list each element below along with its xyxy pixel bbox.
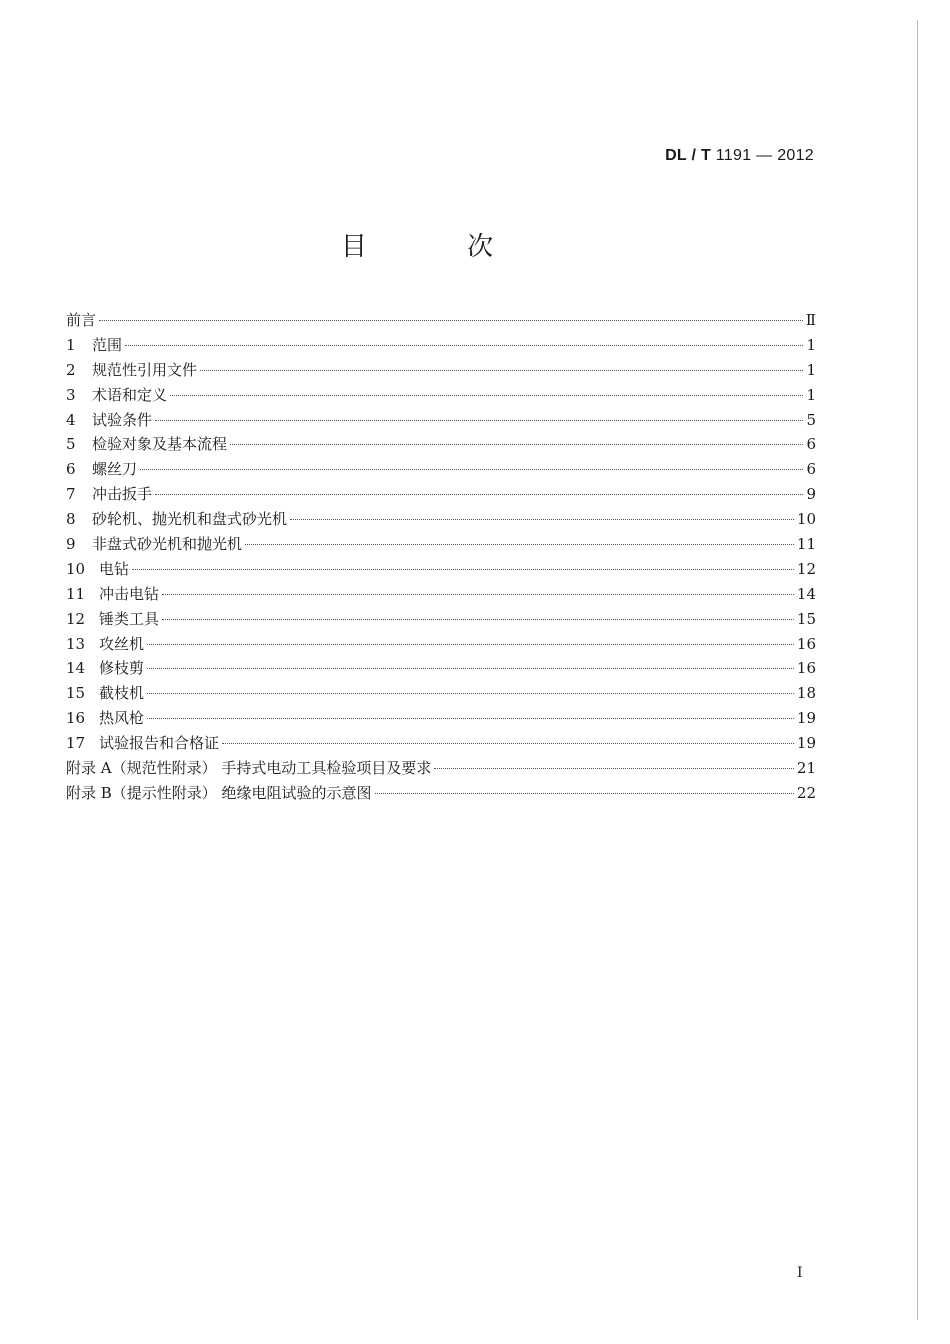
toc-leader-dots bbox=[162, 619, 794, 620]
toc-entry-label: 电钻 bbox=[99, 559, 130, 578]
toc-entry[interactable] bbox=[66, 482, 816, 507]
toc-entry-page: 21 bbox=[796, 759, 816, 778]
toc-entry-number: 5 bbox=[66, 435, 76, 454]
page-title: 目 次 bbox=[340, 232, 540, 262]
toc-entry[interactable] bbox=[66, 582, 816, 607]
toc-entry-label: 检验对象及基本流程 bbox=[92, 435, 228, 454]
toc-entry-page: 10 bbox=[796, 510, 816, 529]
toc-entry-page: Ⅱ bbox=[805, 311, 816, 329]
toc-entry-label: 规范性引用文件 bbox=[92, 360, 198, 379]
toc-entry-label: 试验报告和合格证 bbox=[99, 734, 220, 753]
toc-entry-number: 15 bbox=[66, 684, 86, 703]
toc-leader-dots bbox=[162, 594, 794, 595]
toc-entry[interactable] bbox=[66, 507, 816, 532]
toc-entry[interactable] bbox=[66, 383, 816, 408]
toc-entry-number: 13 bbox=[66, 634, 86, 653]
toc-entry-page: 16 bbox=[796, 634, 816, 653]
toc-entry-number: 11 bbox=[66, 584, 86, 603]
toc-entry-number: 14 bbox=[66, 659, 86, 678]
toc-entry[interactable] bbox=[66, 408, 816, 433]
toc-entry-page: 6 bbox=[806, 460, 816, 479]
toc-entry-number: 9 bbox=[66, 535, 76, 554]
toc-leader-dots bbox=[155, 494, 803, 495]
toc-entry[interactable] bbox=[66, 731, 816, 756]
toc-entry-label: 前言 bbox=[66, 311, 97, 329]
toc-entry-page: 5 bbox=[806, 410, 816, 429]
toc-leader-dots bbox=[375, 793, 794, 794]
standard-number bbox=[665, 147, 814, 165]
toc-leader-dots bbox=[125, 345, 803, 346]
toc-leader-dots bbox=[245, 544, 794, 545]
toc-entry-page: 19 bbox=[796, 709, 816, 728]
standard-separator: — bbox=[756, 147, 773, 164]
toc-leader-dots bbox=[290, 519, 794, 520]
toc-entry-label: 冲击电钻 bbox=[99, 584, 160, 603]
toc-entry[interactable] bbox=[66, 781, 816, 806]
toc-entry-number: 1 bbox=[66, 335, 76, 354]
toc-entry-label: 锤类工具 bbox=[99, 609, 160, 628]
toc-leader-dots bbox=[434, 768, 794, 769]
toc-entry-label: 修枝剪 bbox=[99, 659, 145, 678]
toc-entry-number: 16 bbox=[66, 709, 86, 728]
toc-entry-page: 15 bbox=[796, 609, 816, 628]
toc-entry-label: 冲击扳手 bbox=[92, 485, 153, 504]
toc-entry[interactable] bbox=[66, 432, 816, 457]
toc-leader-dots bbox=[99, 320, 803, 321]
toc-entry-page: 1 bbox=[806, 335, 816, 354]
scan-edge-line bbox=[917, 20, 918, 1320]
toc-entry-page: 19 bbox=[796, 734, 816, 753]
toc-entry-label: 螺丝刀 bbox=[92, 460, 138, 479]
page-number: I bbox=[797, 1265, 803, 1281]
toc-entry-page: 1 bbox=[806, 360, 816, 379]
toc-entry[interactable] bbox=[66, 333, 816, 358]
toc-leader-dots bbox=[147, 693, 794, 694]
toc-entry-number: 6 bbox=[66, 460, 76, 479]
toc-entry[interactable] bbox=[66, 457, 816, 482]
toc-entry-number: 4 bbox=[66, 410, 76, 429]
toc-entry[interactable] bbox=[66, 681, 816, 706]
toc-entry[interactable] bbox=[66, 756, 816, 781]
toc-entry-page: 16 bbox=[796, 659, 816, 678]
toc-entry-number: 17 bbox=[66, 734, 86, 753]
toc-entry-page: 14 bbox=[796, 584, 816, 603]
toc-leader-dots bbox=[155, 420, 803, 421]
toc-entry-label: 热风枪 bbox=[99, 709, 145, 728]
standard-code: 1191 bbox=[715, 147, 752, 164]
standard-prefix: DL / T bbox=[665, 147, 712, 164]
toc-entry[interactable] bbox=[66, 532, 816, 557]
toc-entry-page: 11 bbox=[796, 535, 816, 554]
toc-entry-label: 攻丝机 bbox=[99, 634, 145, 653]
toc-entry-label: 试验条件 bbox=[92, 410, 153, 429]
toc-leader-dots bbox=[147, 718, 794, 719]
toc-entry-label: 非盘式砂光机和抛光机 bbox=[92, 535, 243, 554]
toc-entry[interactable] bbox=[66, 358, 816, 383]
toc-leader-dots bbox=[147, 668, 794, 669]
toc-entry-page: 22 bbox=[796, 783, 816, 802]
standard-year: 2012 bbox=[777, 147, 814, 164]
toc-entry-label: 范围 bbox=[92, 335, 123, 354]
toc-entry-label: 附录 B（提示性附录） 绝缘电阻试验的示意图 bbox=[66, 783, 372, 802]
toc-leader-dots bbox=[147, 644, 794, 645]
toc-entry-number: 3 bbox=[66, 385, 76, 404]
toc-entry[interactable] bbox=[66, 557, 816, 582]
toc-entry-page: 6 bbox=[806, 435, 816, 454]
toc-entry[interactable] bbox=[66, 308, 816, 333]
toc-entry-label: 附录 A（规范性附录） 手持式电动工具检验项目及要求 bbox=[66, 759, 432, 778]
toc-entry-number: 10 bbox=[66, 559, 86, 578]
toc-leader-dots bbox=[132, 569, 794, 570]
toc-leader-dots bbox=[140, 469, 803, 470]
toc-entry-label: 砂轮机、抛光机和盘式砂光机 bbox=[92, 510, 288, 529]
toc-leader-dots bbox=[200, 370, 803, 371]
toc-entry-number: 12 bbox=[66, 609, 86, 628]
toc-entry[interactable] bbox=[66, 632, 816, 657]
toc-entry[interactable] bbox=[66, 706, 816, 731]
toc-entry-number: 2 bbox=[66, 360, 76, 379]
table-of-contents bbox=[66, 308, 816, 806]
toc-entry[interactable] bbox=[66, 656, 816, 681]
toc-entry-label: 截枝机 bbox=[99, 684, 145, 703]
toc-entry-page: 12 bbox=[796, 559, 816, 578]
toc-leader-dots bbox=[230, 444, 803, 445]
toc-entry-number: 7 bbox=[66, 485, 76, 504]
toc-entry-number: 8 bbox=[66, 510, 76, 529]
toc-entry[interactable] bbox=[66, 607, 816, 632]
toc-entry-page: 9 bbox=[806, 485, 816, 504]
toc-entry-page: 1 bbox=[806, 385, 816, 404]
toc-leader-dots bbox=[222, 743, 794, 744]
toc-entry-page: 18 bbox=[796, 684, 816, 703]
toc-entry-label: 术语和定义 bbox=[92, 385, 168, 404]
toc-leader-dots bbox=[170, 395, 803, 396]
